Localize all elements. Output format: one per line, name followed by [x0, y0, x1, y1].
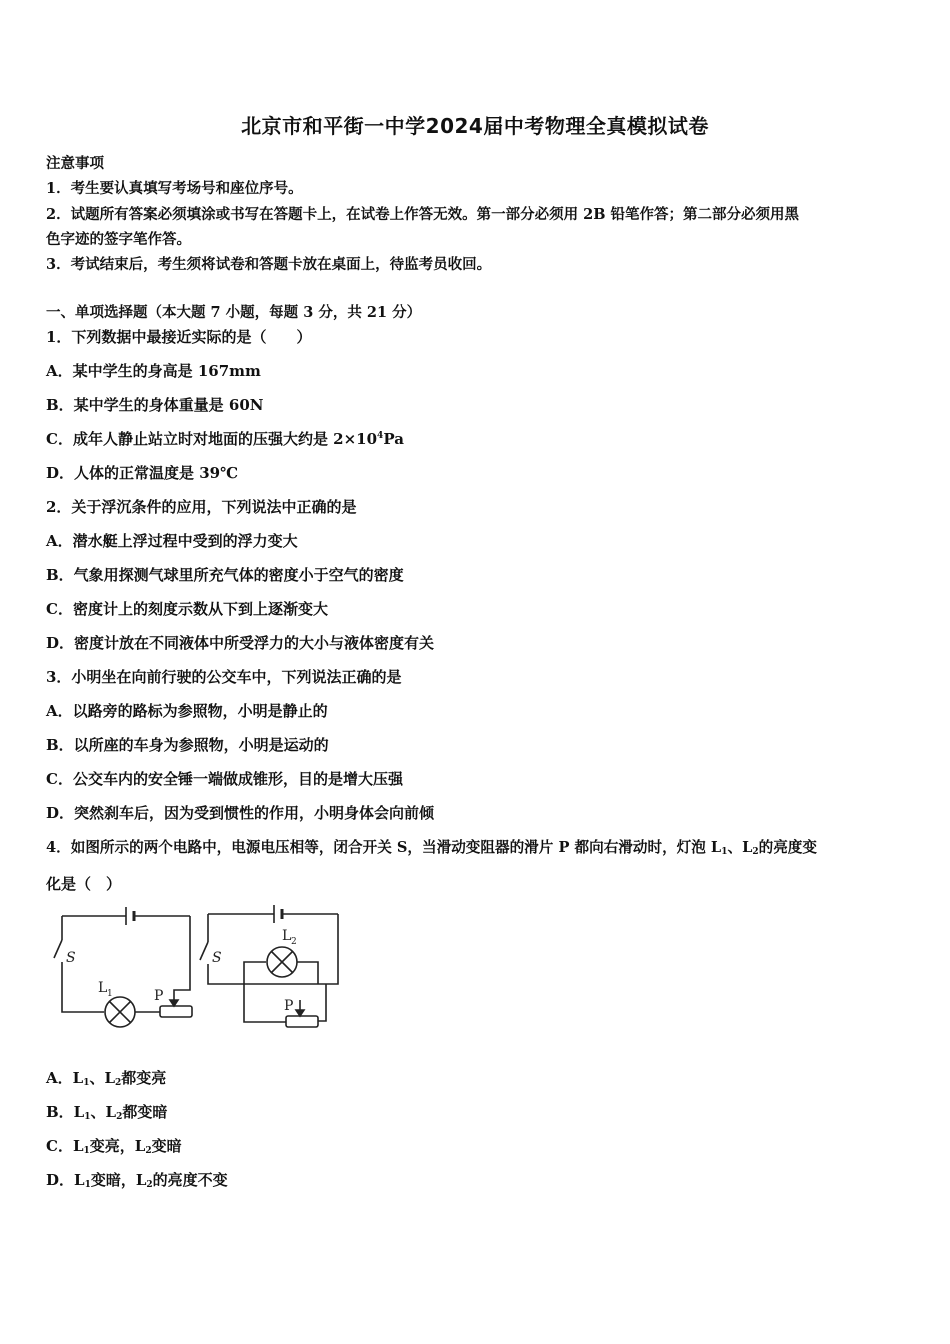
wire: [244, 962, 266, 984]
lamp-l2-label: L: [282, 928, 292, 944]
q4-option-d-mid: 变暗，L: [90, 1171, 147, 1189]
q4-stem-sub1: 1: [721, 847, 728, 857]
q4-option-c-mid: 变亮，L: [89, 1137, 146, 1155]
q4-option-a: [46, 1067, 166, 1088]
q4-option-b-mid: 、L: [90, 1103, 117, 1121]
q2-option-a: A．潜水艇上浮过程中受到的浮力变大: [46, 532, 298, 550]
q1-option-c-exponent: 4: [377, 431, 384, 441]
slider-label-right: P: [284, 998, 294, 1014]
q3-option-b: B．以所座的车身为参照物，小明是运动的: [46, 736, 329, 754]
q2-option-c: C．密度计上的刻度示数从下到上逐渐变大: [46, 600, 328, 618]
q4-option-a-tail: 都变亮: [121, 1069, 167, 1087]
q4-stem-text: 4．如图所示的两个电路中，电源电压相等，闭合开关 S，当滑动变阻器的滑片 P 都向右滑动时，灯泡 L: [46, 839, 722, 856]
q4-option-d-sub2: 2: [146, 1180, 153, 1190]
q4-option-a-sub1: 1: [83, 1078, 90, 1088]
q1-option-c-unit: Pa: [383, 430, 404, 448]
slider-label-left: P: [154, 988, 164, 1004]
q4-option-b-sub2: 2: [116, 1112, 123, 1122]
q4-option-c-sub1: 1: [83, 1146, 90, 1156]
q3-option-c: C．公交车内的安全锤一端做成锥形，目的是增大压强: [46, 770, 403, 788]
q4-option-c-tail: 变暗: [151, 1137, 182, 1155]
circuit-left: [54, 907, 192, 1027]
q4-option-b-tail: 都变暗: [122, 1103, 168, 1121]
wire: [318, 984, 326, 1021]
q1-option-d: D．人体的正常温度是 39℃: [46, 464, 239, 482]
circuit-right: [200, 905, 338, 1027]
q4-stem-line2: 化是（ ）: [46, 875, 122, 893]
q3-stem: 3．小明坐在向前行驶的公交车中，下列说法正确的是: [46, 668, 402, 686]
q4-option-a-prefix: A．L: [46, 1069, 84, 1087]
q4-option-c-sub2: 2: [145, 1146, 152, 1156]
switch-label-right: S: [212, 950, 222, 966]
notice-item-2: 2．试题所有答案必须填涂或书写在答题卡上，在试卷上作答无效。第一部分必须用 2B 铅笔作答；第二部分必须用黑: [46, 206, 800, 223]
circuit-diagram: [46, 900, 356, 1035]
q4-stem: [46, 836, 817, 857]
q1-option-c: [46, 428, 404, 449]
switch-label-left: S: [66, 950, 76, 966]
wire: [244, 984, 286, 1022]
page-title: 北京市和平街一中学2024届中考物理全真模拟试卷: [241, 114, 709, 138]
q1-option-b: B．某中学生的身体重量是 60N: [46, 396, 264, 414]
switch-blade: [200, 942, 208, 960]
q4-option-c-prefix: C．L: [46, 1137, 84, 1155]
q2-option-b: B．气象用探测气球里所充气体的密度小于空气的密度: [46, 566, 404, 584]
q3-option-d: D．突然刹车后，因为受到惯性的作用，小明身体会向前倾: [46, 804, 435, 822]
q4-option-d-prefix: D．L: [46, 1171, 85, 1189]
notice-item-1: 1．考生要认真填写考场号和座位序号。: [46, 180, 303, 197]
section-heading: 一、单项选择题（本大题 7 小题，每题 3 分，共 21 分）: [46, 304, 422, 321]
rheostat: [160, 1006, 192, 1017]
q4-stem-tail: 的亮度变: [758, 839, 817, 856]
lamp-l1-sub: 1: [107, 989, 113, 999]
lamp-l1-label: L: [98, 980, 108, 996]
slider-wire: [174, 916, 190, 1004]
q4-option-a-sub2: 2: [115, 1078, 122, 1088]
q4-option-a-mid: 、L: [89, 1069, 116, 1087]
q1-stem: 1．下列数据中最接近实际的是（ ）: [46, 328, 312, 346]
q4-option-b-prefix: B．L: [46, 1103, 85, 1121]
q3-option-a: A．以路旁的路标为参照物，小明是静止的: [46, 702, 328, 720]
slider-arrow: [296, 1010, 304, 1016]
switch-blade: [54, 940, 62, 958]
q1-option-c-text: C．成年人静止站立时对地面的压强大约是 2×10: [46, 430, 378, 448]
q4-option-b-sub1: 1: [84, 1112, 91, 1122]
wire: [297, 962, 318, 984]
q2-stem: 2．关于浮沉条件的应用，下列说法中正确的是: [46, 498, 357, 516]
q1-option-a: A．某中学生的身高是 167mm: [46, 362, 261, 380]
notice-heading: 注意事项: [46, 155, 104, 172]
notice-item-2-cont: 色字迹的签字笔作答。: [46, 231, 191, 248]
notice-item-3: 3．考试结束后，考生须将试卷和答题卡放在桌面上，待监考员收回。: [46, 256, 492, 273]
lamp-l2-sub: 2: [291, 937, 297, 947]
q4-stem-sub2: 2: [752, 847, 759, 857]
q4-option-b: [46, 1101, 167, 1122]
q4-option-d: [46, 1169, 228, 1190]
q4-option-c: [46, 1135, 182, 1156]
slider-arrow: [170, 1000, 178, 1006]
q4-stem-sep: 、L: [727, 839, 753, 856]
q2-option-d: D．密度计放在不同液体中所受浮力的大小与液体密度有关: [46, 634, 435, 652]
q4-option-d-tail: 的亮度不变: [152, 1171, 228, 1189]
rheostat: [286, 1016, 318, 1027]
q4-option-d-sub1: 1: [84, 1180, 91, 1190]
